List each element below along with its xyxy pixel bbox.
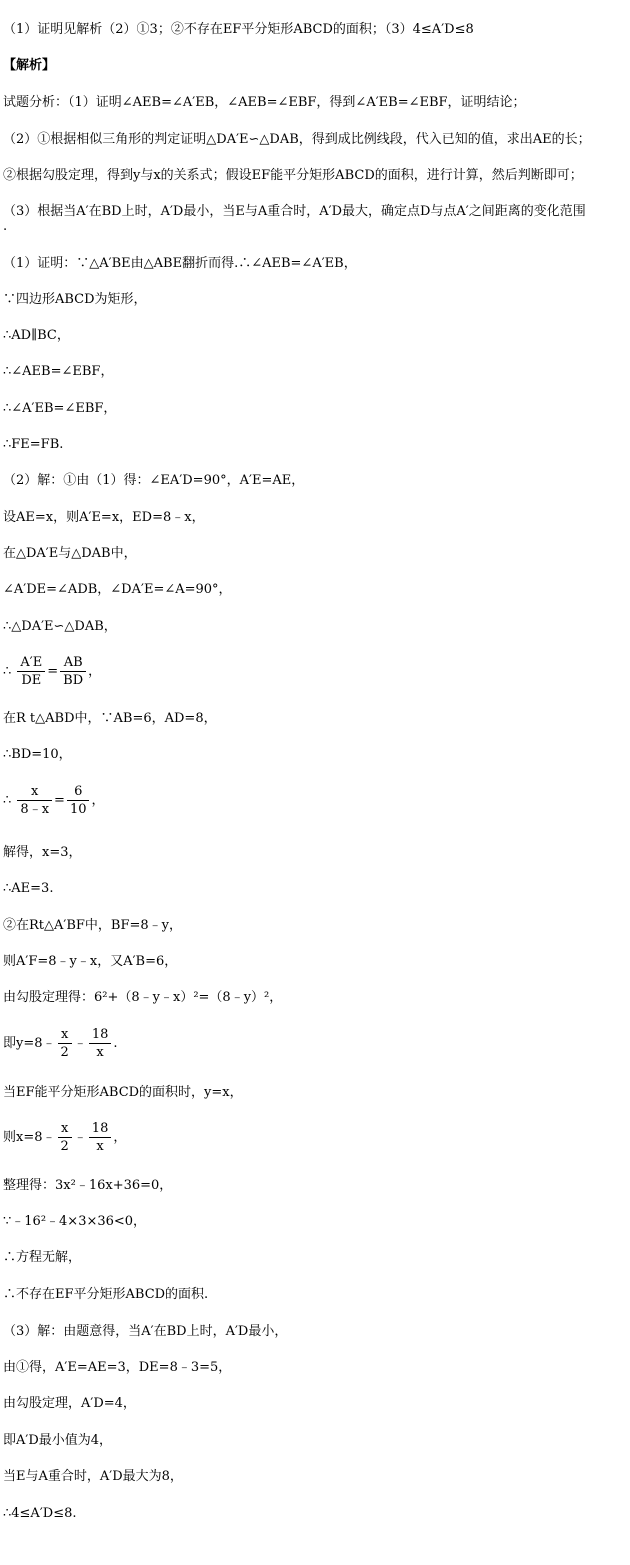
denominator: 2 [60,1045,69,1060]
solution-line: 设AE=x，则A′E=x，ED=8﹣x， [3,510,205,525]
numerator: A′E [17,655,45,672]
denominator: DE [21,673,42,688]
analysis-line: 试题分析：（1）证明∠AEB=∠A′EB，∠AEB=∠EBF，得到∠A′EB=∠EBF，证明结论； [3,95,526,110]
therefore-symbol: ∴ [3,792,12,808]
comma: ， [88,663,102,679]
equation-prefix: 即y=8﹣ [3,1035,56,1051]
solution-line: ②在Rt△A′BF中，BF=8﹣y， [3,918,183,933]
analysis-line: . [3,219,8,234]
proportion-equation [3,655,101,688]
solution-line: ∴△DA′E∽△DAB， [3,619,117,634]
solution-line: 由勾股定理得：6²+（8﹣y﹣x）²=（8﹣y）²， [3,990,283,1005]
solution-line: ∴不存在EF平分矩形ABCD的面积. [3,1287,209,1302]
solution-line: 当EF能平分矩形ABCD的面积时，y=x， [3,1085,243,1100]
denominator: 10 [69,802,87,817]
fraction [67,784,90,817]
function-equation [3,1121,126,1154]
solution-line: （2）解：①由（1）得：∠EA′D=90°，A′E=AE， [3,473,305,488]
equals-sign: = [54,792,65,808]
solution-line: ∠A′DE=∠ADB，∠DA′E=∠A=90°， [3,582,232,597]
denominator: BD [63,673,84,688]
numerator: 18 [89,1121,112,1138]
therefore-symbol: ∴ [3,663,12,679]
denominator: x [96,1045,104,1060]
numerator: 6 [67,784,90,801]
answer-line: （1）证明见解析（2）①3；②不存在EF平分矩形ABCD的面积；（3）4≤A′D≤8 [3,22,474,37]
proof-line: ∴AD∥BC， [3,328,70,343]
numerator: x [58,1121,72,1138]
solution-line: 由①得，A′E=AE=3，DE=8﹣3=5， [3,1360,232,1375]
solution-line: 在△DA′E与△DAB中， [3,546,137,561]
function-equation [3,1027,118,1060]
minus-sign: ﹣ [73,1035,87,1051]
comma: ， [113,1129,127,1145]
solution-line: 当E与A重合时，A′D最大为8， [3,1469,183,1484]
proof-line: ∴∠AEB=∠EBF， [3,364,114,379]
fraction [60,655,86,688]
comma: ， [91,792,105,808]
denominator: x [96,1139,104,1154]
solution-line: ∴BD=10， [3,747,72,762]
denominator: 2 [60,1139,69,1154]
solution-line: 整理得：3x²﹣16x+36=0， [3,1178,173,1193]
equation-prefix: 则x=8﹣ [3,1129,56,1145]
proof-line: ∵四边形ABCD为矩形， [3,292,147,307]
numerator: 18 [89,1027,112,1044]
equals-sign: = [47,663,59,679]
fraction [58,1121,72,1154]
fraction [58,1027,72,1060]
numerator: AB [60,655,86,672]
analysis-line: ②根据勾股定理，得到y与x的关系式；假设EF能平分矩形ABCD的面积，进行计算，然后判断即可； [3,168,583,183]
period: . [113,1035,118,1051]
minus-sign: ﹣ [73,1129,87,1145]
numerator: x [58,1027,72,1044]
proof-line: ∴∠A′EB=∠EBF， [3,401,117,416]
solution-line: 在R t△ABD中，∵AB=6，AD=8， [3,711,217,726]
denominator: 8﹣x [20,802,50,817]
analysis-heading: 【解析】 [3,58,56,73]
fraction [17,784,52,817]
solution-line: 则A′F=8﹣y﹣x，又A′B=6， [3,954,178,969]
solution-line: 解得，x=3， [3,845,82,860]
solution-line: ∴AE=3. [3,881,54,896]
analysis-line: （2）①根据相似三角形的判定证明△DA′E∽△DAB，得到成比例线段，代入已知的值，求出AE的长； [3,132,591,147]
proof-line: ∴FE=FB. [3,437,64,452]
fraction [89,1121,112,1154]
numerator: x [17,784,52,801]
solution-line: ∴4≤A′D≤8. [3,1506,77,1521]
solution-line: （3）解：由题意得，当A′在BD上时，A′D最小， [3,1324,288,1339]
solution-line: ∴方程无解， [3,1250,82,1265]
proof-line: （1）证明：∵△A′BE由△ABE翻折而得.∴∠AEB=∠A′EB， [3,256,357,271]
fraction [89,1027,112,1060]
proportion-equation [3,784,105,817]
solution-line: ∵﹣16²﹣4×3×36<0， [3,1214,147,1229]
analysis-line: （3）根据当A′在BD上时，A′D最小，当E与A重合时，A′D最大，确定点D与点A′之间距离的变化范围 [3,204,586,219]
fraction [17,655,45,688]
solution-line: 即A′D最小值为4， [3,1433,113,1448]
solution-line: 由勾股定理，A′D=4， [3,1396,136,1411]
